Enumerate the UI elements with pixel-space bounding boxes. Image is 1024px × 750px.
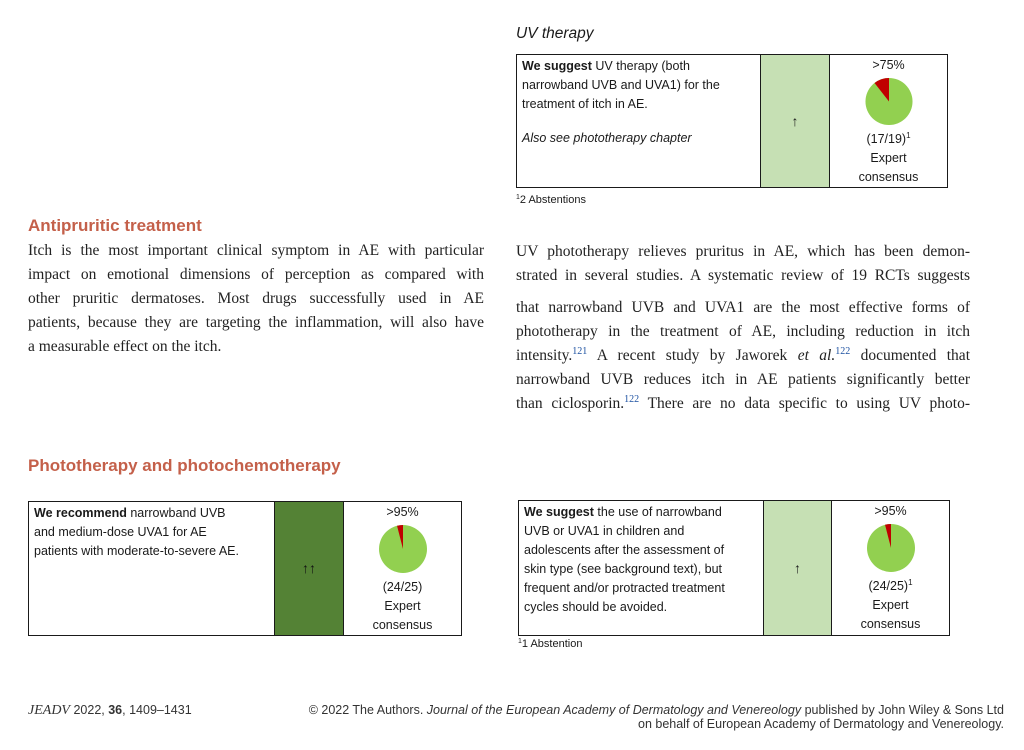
copyright-text: on behalf of European Academy of Dermatology and Venereology. (638, 717, 1004, 731)
footnote-marker: 1 (908, 578, 913, 587)
paragraph-line: impact on emotional dimensions of perception as compared with (28, 266, 484, 283)
uv-footnote (516, 194, 586, 206)
recommendation-line: the use of narrowband (593, 505, 722, 519)
paragraph-line: phototherapy in the treatment of AE, including reduction in itch (516, 323, 970, 340)
recommendation-line: UVB or UVA1 in children and (524, 524, 685, 538)
citation-volume: 36 (108, 703, 123, 717)
copyright-notice (309, 703, 1004, 731)
uv-therapy-caption: UV therapy (516, 25, 594, 42)
consensus-type: Expert (872, 598, 909, 612)
paragraph-line: UV phototherapy relieves pruritus in AE, which has been demon- (516, 243, 970, 260)
recommendation-lead: We suggest (522, 59, 592, 73)
consensus-type: consensus (858, 170, 919, 184)
consensus-pie-chart (864, 77, 914, 126)
consensus-type: consensus (860, 617, 921, 631)
antipruritic-heading: Antipruritic treatment (28, 216, 202, 235)
paragraph-line: other pruritic dermatoses. Most drugs successfully used in AE (28, 290, 484, 307)
paragraph-line: strated in several studies. A systematic review of 19 RCTs suggests (516, 267, 970, 284)
paragraph-line: narrowband UVB reduces itch in AE patients significantly better (516, 371, 970, 388)
journal-citation (28, 703, 192, 719)
text-run: et al. (797, 347, 836, 364)
reference-link[interactable]: 122 (624, 394, 640, 405)
footnote-marker: 1 (906, 131, 911, 140)
paragraph-line: that narrowband UVB and UVA1 are the most effective forms of (516, 299, 970, 316)
citation-year: 2022, (73, 703, 109, 717)
consensus-pie-chart (378, 524, 428, 574)
recommendation-line: UV therapy (both (591, 59, 690, 73)
text-run: There are no data specific to using UV photo- (639, 395, 970, 412)
text-run: A recent study by Jaworek (587, 347, 798, 364)
consensus-cell (830, 55, 947, 187)
citation-pages: , 1409–1431 (122, 703, 192, 717)
reference-link[interactable]: 122 (835, 346, 851, 357)
paragraph-line: patients, because they are targeting the inflammation, will also have (28, 314, 484, 331)
uv-recommendation-text (517, 55, 760, 187)
uv-phototherapy-paragraph (516, 240, 970, 416)
recommendation-line: narrowband UVB and UVA1) for the (522, 78, 720, 92)
recommendation-line: treatment of itch in AE. (522, 97, 648, 111)
footnote-marker: 1 (516, 194, 520, 201)
footnote-text: 1 Abstention (521, 638, 583, 650)
phototherapy-heading: Phototherapy and photochemotherapy (28, 456, 341, 475)
text-run: than ciclosporin. (516, 395, 625, 412)
copyright-text: published by John Wiley & Sons Ltd (801, 703, 1004, 717)
uv-recommendation-box (516, 54, 948, 188)
vote-count: (17/19) (866, 132, 907, 146)
consensus-type: consensus (372, 618, 433, 632)
recommendation-line: patients with moderate-to-severe AE. (34, 544, 239, 558)
paragraph-line (516, 344, 970, 368)
phototherapy-chapter-note: Also see phototherapy chapter (522, 131, 692, 145)
paragraph-line (516, 392, 970, 416)
consensus-cell (832, 501, 949, 635)
copyright-text: © 2022 The Authors. (308, 703, 427, 717)
consensus-cell (344, 502, 461, 635)
journal-full-name: Journal of the European Academy of Dermatology and Venereology (426, 703, 802, 717)
consensus-type: Expert (384, 599, 421, 613)
photo-recommendation-box-left (28, 501, 462, 636)
consensus-percentage: >95% (874, 504, 907, 518)
recommendation-line: frequent and/or protracted treatment (524, 581, 725, 595)
strength-of-recommendation: ↑ (763, 501, 832, 635)
recommendation-line: skin type (see background text), but (524, 562, 723, 576)
text-run: documented that (850, 347, 970, 364)
recommendation-text (519, 501, 763, 635)
recommendation-text (29, 502, 274, 635)
recommendation-line: cycles should be avoided. (524, 600, 668, 614)
journal-abbreviation: JEADV (28, 703, 70, 718)
strength-of-recommendation: ↑ (760, 55, 830, 187)
consensus-pie-chart (866, 523, 916, 573)
antipruritic-paragraph (28, 239, 484, 359)
recommendation-line: adolescents after the assessment of (524, 543, 725, 557)
footnote-marker: 1 (518, 638, 522, 645)
recommendation-lead: We recommend (34, 506, 127, 520)
photo-footnote (518, 638, 582, 650)
vote-count: (24/25) (382, 580, 423, 594)
consensus-percentage: >75% (872, 58, 905, 72)
footnote-text: 2 Abstentions (519, 194, 586, 206)
photo-recommendation-box-right (518, 500, 950, 636)
recommendation-lead: We suggest (524, 505, 594, 519)
vote-count: (24/25) (868, 579, 909, 593)
strength-of-recommendation: ↑↑ (274, 502, 344, 635)
paragraph-line: a measurable effect on the itch. (28, 338, 222, 355)
consensus-percentage: >95% (386, 505, 419, 519)
text-run: intensity. (516, 347, 573, 364)
consensus-type: Expert (870, 151, 907, 165)
recommendation-line: narrowband UVB (126, 506, 226, 520)
paragraph-line: Itch is the most important clinical symptom in AE with particular (28, 242, 484, 259)
recommendation-line: and medium-dose UVA1 for AE (34, 525, 207, 539)
reference-link[interactable]: 121 (572, 346, 588, 357)
